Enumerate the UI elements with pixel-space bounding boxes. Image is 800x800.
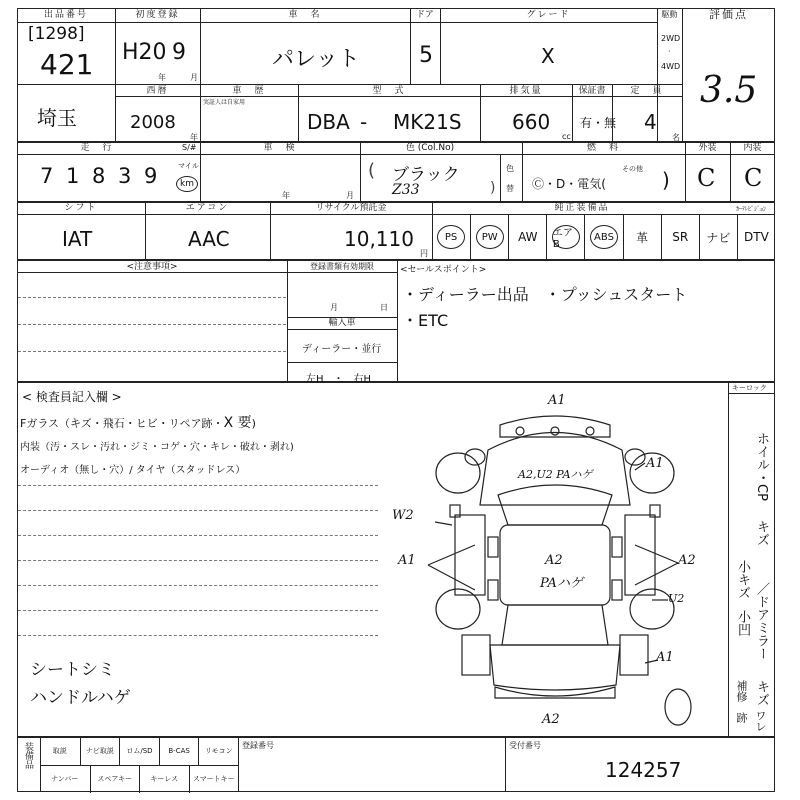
drive-4wd: 4WD: [661, 62, 681, 71]
diagram-left-a1: A1: [398, 553, 416, 568]
first-reg-era: H20: [122, 40, 167, 65]
shift-header: シフト: [64, 203, 98, 213]
reg-expiry-header: 登録書類有効期限: [310, 262, 374, 271]
divider: [505, 737, 506, 792]
model-code: MK21S: [393, 110, 462, 134]
receipt-number: 124257: [605, 758, 682, 782]
lot-header: 出品番号: [43, 10, 88, 20]
vehicle-inspection-header: 車 検: [263, 143, 297, 153]
wheel-side-hand6: 跡: [735, 712, 748, 723]
aircon-value: AAC: [188, 227, 230, 251]
diagram-right-a1-bottom: A1: [656, 650, 674, 665]
fuel-other: その他: [622, 165, 643, 173]
equipment-item-label: SR: [672, 230, 689, 244]
inspector-line3: オーディオ（無し・穴）/ タイヤ（スタッドレス）: [20, 465, 246, 476]
equipment-item: [508, 214, 546, 260]
caution-line: [18, 297, 286, 298]
western-year-unit: 年: [190, 133, 198, 142]
reg-expiry-day: 日: [380, 303, 388, 312]
inspector-line: [18, 560, 378, 561]
inspector-line: [18, 535, 378, 536]
swap-label: S/#: [182, 143, 197, 152]
divider: [115, 8, 116, 142]
seats-header: 定 員: [630, 86, 664, 96]
equipment-item: [661, 214, 699, 260]
inspection-note: 実証人は自家用: [203, 99, 246, 106]
wheel-side-marks: キズ: [754, 520, 769, 546]
wheel-side-hand3: キズ: [754, 680, 769, 706]
divider: [728, 394, 729, 737]
mileage-digits: [40, 164, 170, 188]
inspector-line: [18, 485, 378, 486]
recycle-unit: 円: [420, 249, 428, 258]
equipment-item-label: PW: [476, 225, 504, 249]
wheel-fl: [436, 453, 480, 493]
wheel-side-hand1: 小キズ: [735, 560, 750, 599]
score-value: 3.5: [700, 70, 758, 111]
diagram-right-u2: U2: [668, 592, 685, 605]
interior-value: C: [744, 164, 763, 192]
equipment-item-label: ナビ: [706, 230, 731, 245]
inspector-line1-text: Fガラス（キズ・飛石・ヒビ・リペア跡・: [20, 417, 224, 430]
exterior-value: C: [697, 164, 716, 192]
doors-value: 5: [419, 43, 433, 68]
car-name: パレット: [272, 47, 360, 72]
first-reg-header: 初度登録: [135, 10, 180, 20]
caution-line: [18, 351, 286, 352]
first-reg-month: 9: [172, 40, 186, 65]
divider: [287, 329, 397, 330]
accessory-item: ナビ取説: [80, 737, 120, 765]
inspector-header: < 検査員記入欄 >: [22, 390, 122, 404]
model-header: 型 式: [372, 86, 406, 96]
exterior-header: 外装: [698, 143, 717, 153]
equipment-item: [623, 214, 661, 260]
accessory-item: B-CAS: [159, 737, 199, 765]
first-reg-month-unit: 月: [190, 73, 198, 82]
fuel-close: ): [662, 168, 670, 192]
displacement-value: 660: [512, 110, 551, 134]
accessory-item: スペアキー: [90, 765, 140, 793]
accessory-item: 取説: [52, 747, 67, 755]
equipment-item: [432, 214, 470, 260]
western-year: 2008: [130, 112, 176, 133]
left-doors: [455, 515, 485, 595]
grade-header: グレード: [526, 10, 571, 20]
equipment-tv-header: ｶｰﾃﾚﾋﾞｼﾞｮﾝ: [736, 206, 767, 213]
displacement-unit: cc: [562, 132, 571, 141]
reg-expiry-month: 月: [330, 303, 338, 312]
mileage-header: 走 行: [80, 143, 114, 153]
divider: [397, 260, 398, 382]
warranty-header: 保証書: [578, 86, 606, 96]
mileage-km-unit: km: [176, 176, 198, 192]
mileage-digit: 3: [118, 164, 132, 188]
auction-sheet: 出品番号 [1298] 421 初度登録 H20 9 年 月 車 名 パレット ドア 5 グレード X 駆動 2WD · 4WD 評価点 3.5 埼玉 西暦 2008 年 車 歴 実証人は自家用 型 式 DBA - MK21S 排気量 660 cc 保証書 有・無 定 員 4 名 走 行 S/# 7 1 8 3 9 マイル km 車 検 年 月 色 (Col.No) ブラック Z33 ( ) 色 替 燃 料 Ⓒ・D・電気( その他 ) 外装 C 内装 C シフト IAT エアコン AAC リサイクル預託金 10,110 円 純正装備品 ｶｰﾃﾚﾋﾞｼﾞｮﾝ PS PW AW エアB ABS 革 SR ナビ DTV <注意事項> 登録書類有効期限 月 日 輸入車 ディーラー・並行 左H ・ 右H <セールスポイント> ・ディーラー出品 ・プッシュスタート ・ETC < 検査員記入欄 > Fガラス（キズ・飛石・ヒビ・リペア跡・X 要) 内装（汚・スレ・汚れ・ジミ・コゲ・穴・キレ・破れ・剥れ) オーディオ（無し・穴）/ タイヤ（スタッドレス） シートシミ ハンドルハゲ キーロック ホイル・CP キズ ／ドアミラー 小キズ 小凹 キズ ワレ 補修 跡 A1 A2 A2,U2 PAハゲ A2 PAハゲ A1 W2 A1 A2 U2 A1 装備品 取説 ナビ取説 ロム/SD B-CAS リモコン ナンバー スペアキー キーレス スマートキー 登録番号 受付番号 124257: [0, 0, 800, 800]
displacement-header: 排気量: [509, 86, 543, 96]
diagram-top: A1: [548, 393, 566, 408]
divider: [657, 8, 658, 142]
diagram-right-a2: A2: [678, 553, 696, 568]
fuel-options: Ⓒ・D・電気(: [532, 177, 606, 191]
western-year-header: 西暦: [146, 86, 169, 96]
sales-points-line1: ・ディーラー出品 ・プッシュスタート: [402, 285, 688, 304]
equipment-item: [546, 214, 584, 260]
rear-bumper: [495, 687, 615, 698]
car-name-header: 車 名: [288, 10, 322, 20]
seats-value: 4: [644, 110, 657, 134]
model-prefix: DBA: [307, 110, 350, 134]
wheel-side-hand2: 小凹: [735, 610, 750, 636]
fuel-header: 燃 料: [586, 143, 620, 153]
inspector-line2: 内装（汚・スレ・汚れ・ジミ・コゲ・穴・キレ・破れ・剥れ): [20, 442, 294, 453]
equipment-item-label: エアB: [552, 225, 580, 249]
lot-number: 421: [40, 48, 94, 81]
recycle-value: 10,110: [344, 227, 414, 251]
equipment-item: [584, 214, 622, 260]
seats-unit: 名: [672, 133, 680, 142]
drive-2wd: 2WD: [661, 34, 681, 43]
equipment-item: [737, 214, 775, 260]
first-reg-year-unit: 年: [158, 73, 166, 82]
warranty-value: 有・無: [580, 116, 617, 130]
sales-points-line2: ・ETC: [402, 311, 449, 330]
equipment-item-label: DTV: [744, 230, 769, 244]
equipment-item-label: PS: [437, 225, 465, 249]
shift-value: IAT: [62, 227, 93, 251]
color-side-2: 替: [506, 184, 514, 193]
interior-header: 内装: [743, 143, 762, 153]
aircon-header: エアコン: [185, 203, 230, 213]
inspector-note-1: シートシミ: [30, 660, 115, 680]
inspector-line1-end: ): [251, 417, 256, 430]
equipment-header: 純正装備品: [554, 203, 610, 213]
equipment-item-label: 革: [636, 230, 649, 245]
inspector-line1: [20, 412, 256, 432]
inspector-line: [18, 585, 378, 586]
equipment-item: [470, 214, 508, 260]
divider: [682, 8, 683, 142]
color-value: ブラック: [392, 165, 460, 185]
accessory-item: キーレス: [139, 765, 189, 793]
mileage-digit: 8: [92, 164, 106, 188]
mileage-digit: 1: [66, 164, 80, 188]
prefecture: 埼玉: [37, 106, 77, 130]
color-code: Z33: [392, 182, 420, 198]
diagram-center-2: PAハゲ: [540, 576, 583, 591]
color-header: 色 (Col.No): [405, 143, 455, 153]
accessory-item: ロム/SD: [119, 737, 159, 765]
inspector-line: [18, 635, 378, 636]
grade-value: X: [541, 44, 555, 68]
equipment-item: [699, 214, 737, 260]
diagram-left-w2: W2: [392, 508, 414, 523]
accessory-item: ナンバー: [51, 775, 79, 783]
caution-header: <注意事項>: [126, 262, 178, 272]
equipment-item-label: AW: [518, 230, 538, 244]
accessory-item: スマートキー: [189, 765, 239, 793]
divider: [287, 362, 397, 363]
mileage-digit: 7: [40, 164, 54, 188]
sales-points-header: <セールスポイント>: [400, 265, 487, 275]
doors-header: ドア: [416, 10, 434, 20]
inspector-note-2: ハンドルハゲ: [30, 688, 131, 708]
wheel-side-rest: ／ドアミラー: [754, 582, 769, 660]
drive-header: 駆動: [661, 10, 678, 19]
rear-window: [502, 605, 608, 645]
mileage-mile-unit: マイル: [178, 162, 199, 170]
wheel-side-label: ホイル・CP: [754, 432, 769, 501]
spare-tire: [665, 689, 691, 725]
equipment-item-label: ABS: [590, 225, 618, 249]
divider: [500, 154, 501, 202]
model-dash: -: [360, 110, 368, 134]
trunk: [490, 645, 620, 690]
diagram-center: A2: [545, 553, 563, 568]
mileage-digit: 9: [144, 164, 158, 188]
diagram-roof: A2,U2 PAハゲ: [518, 468, 593, 481]
lot-bracket: [1298]: [28, 24, 85, 44]
inspector-line: [18, 510, 378, 511]
diagram-bottom: A2: [542, 712, 560, 727]
wheel-side-hand4: ワレ: [754, 710, 767, 732]
inspector-line: [18, 610, 378, 611]
import-handle: 左H ・ 右H: [306, 374, 372, 385]
divider: [17, 22, 657, 23]
inspector-line1-mark: X 要: [223, 415, 252, 431]
inspection-header: 車 歴: [232, 86, 266, 96]
recycle-header: リサイクル預託金: [315, 203, 387, 213]
import-type: ディーラー・並行: [302, 344, 382, 355]
accessory-item: リモコン: [198, 737, 238, 765]
vi-month: 月: [346, 191, 354, 200]
keylock-header: キーロック: [732, 384, 767, 392]
divider: [17, 154, 775, 155]
wheel-side-hand5: 補修: [735, 680, 748, 702]
divider: [200, 8, 201, 142]
diagram-right-a1-top: A1: [646, 456, 664, 471]
accessories-label: 装備品: [23, 742, 33, 769]
divider: [238, 737, 239, 792]
caution-line: [18, 324, 286, 325]
import-header: 輸入車: [328, 318, 356, 328]
color-side-1: 色: [506, 164, 514, 173]
receipt-label: 受付番号: [509, 741, 541, 750]
score-header: 評価点: [709, 8, 748, 21]
reg-no-label: 登録番号: [242, 741, 274, 750]
vi-year: 年: [282, 191, 290, 200]
